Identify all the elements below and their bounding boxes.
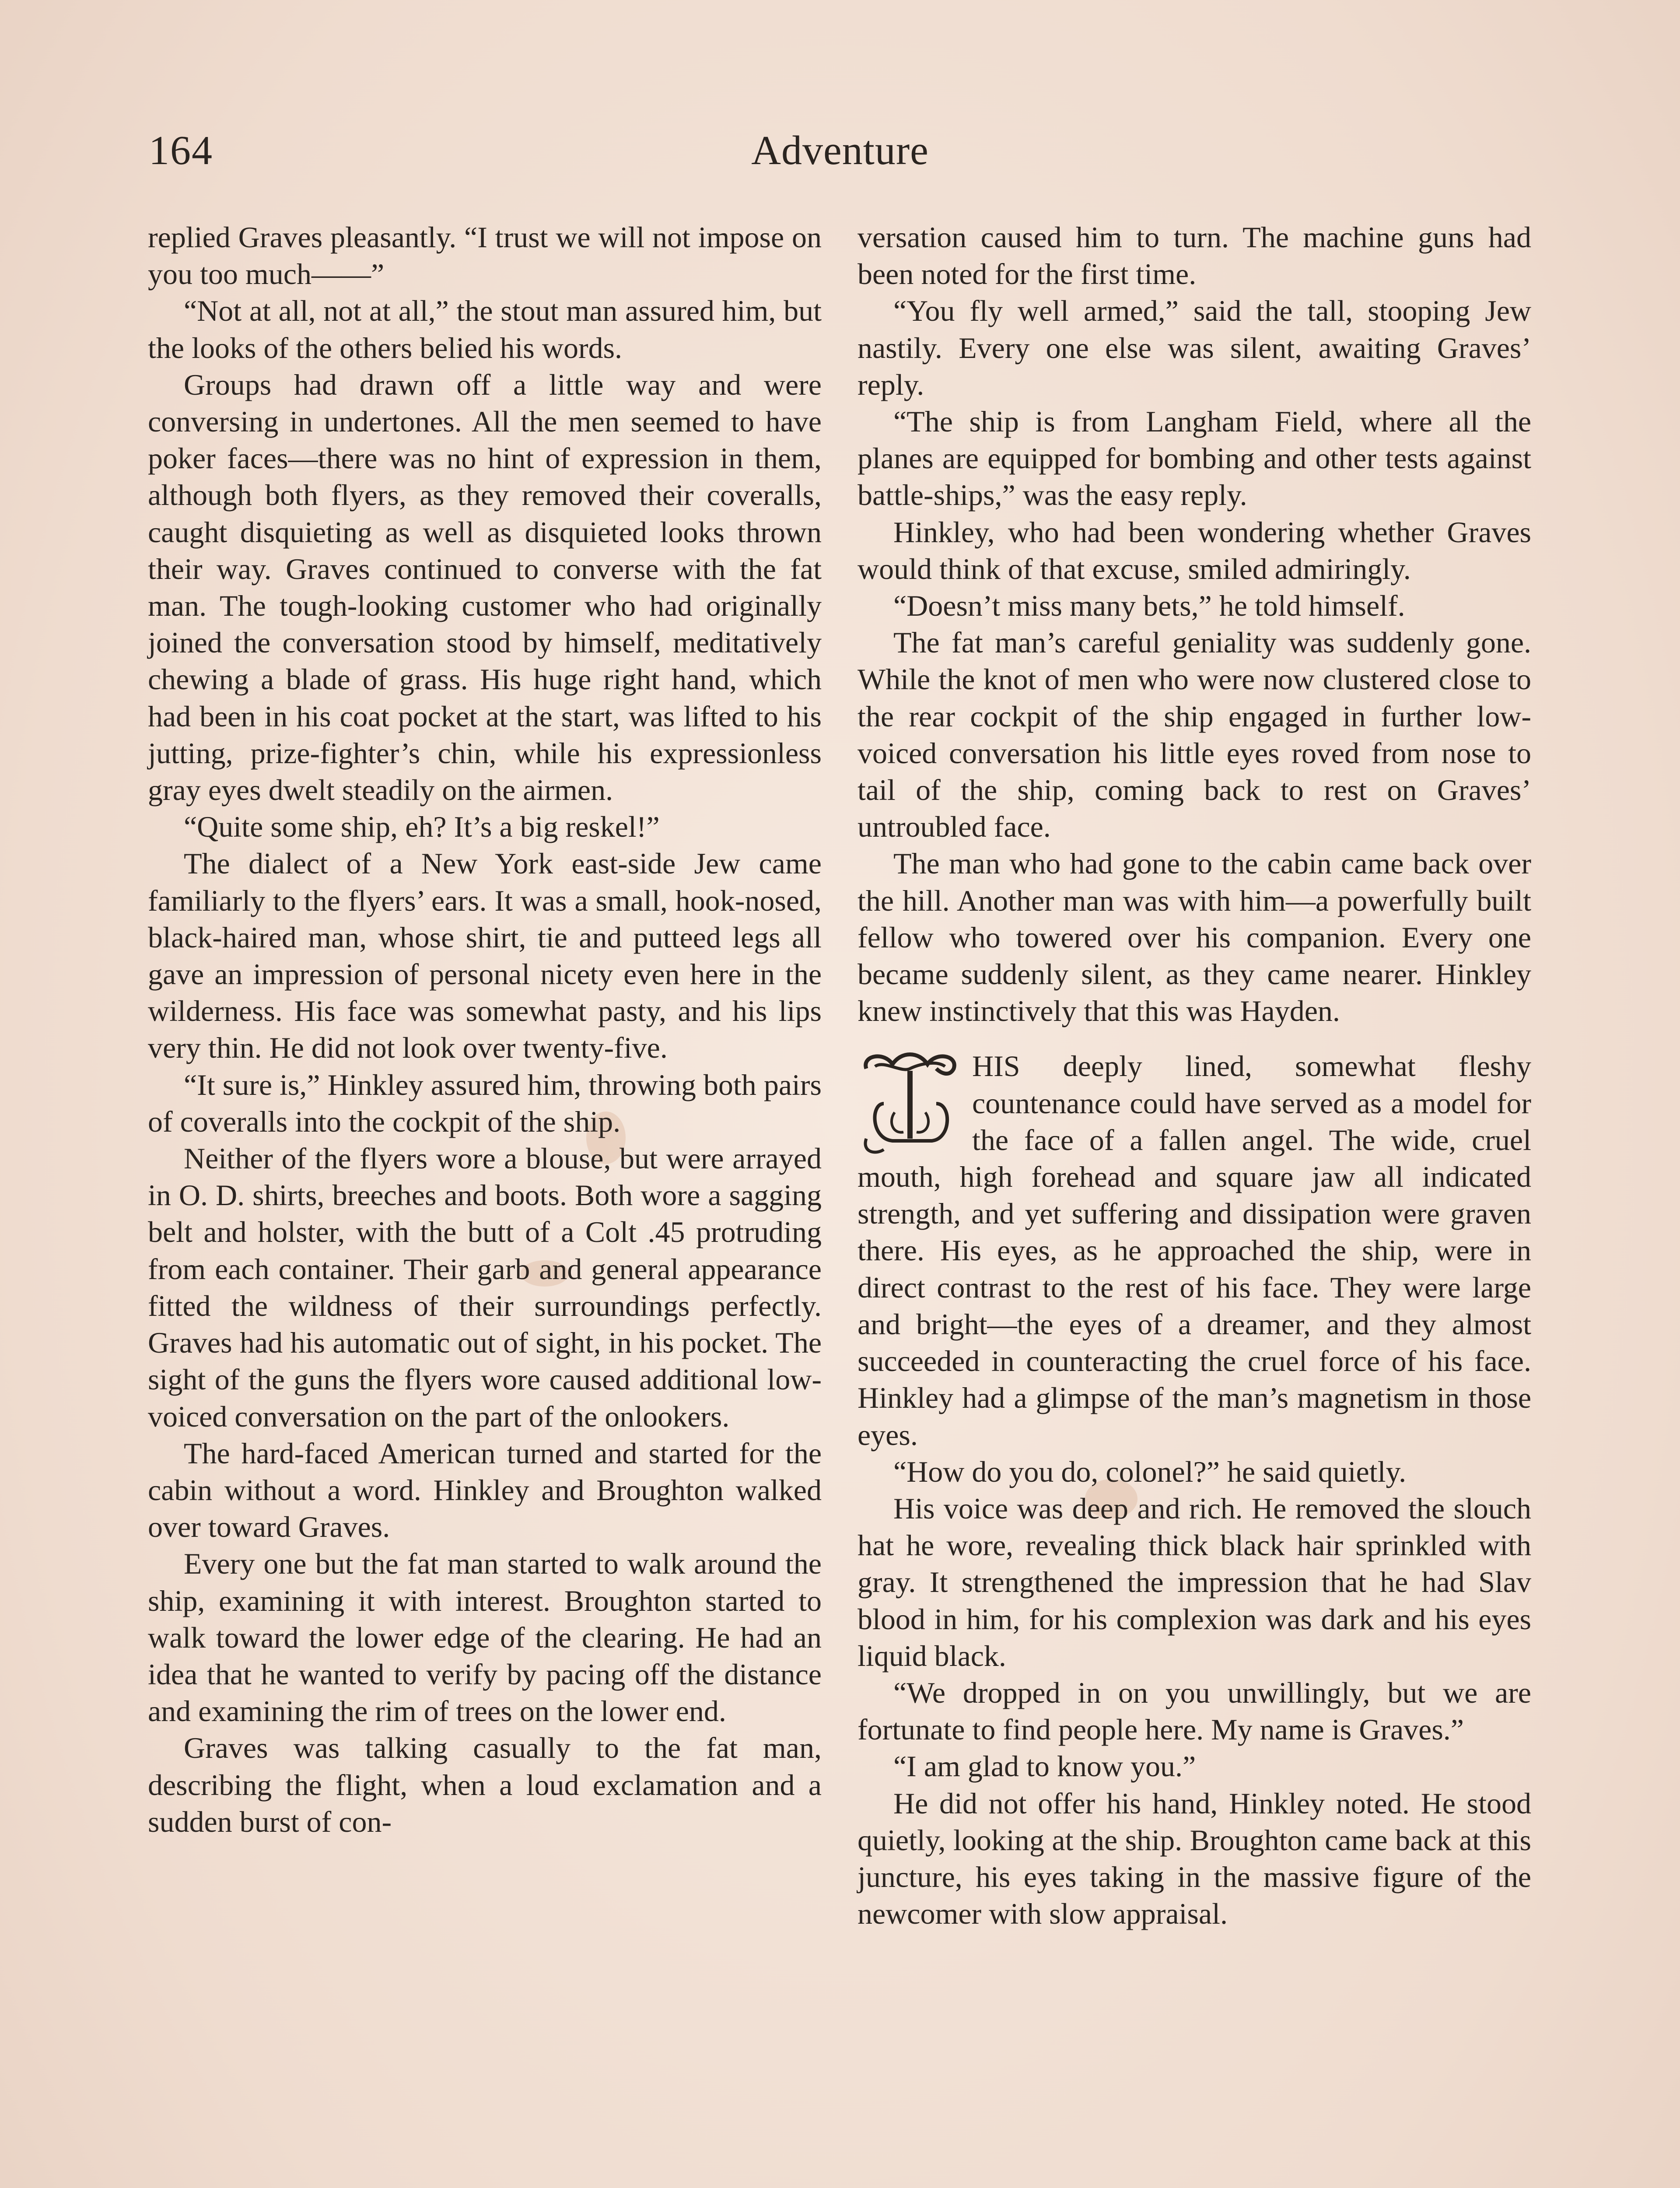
section-break: [858, 1029, 1531, 1048]
right-column-top: [858, 219, 1531, 1029]
paragraph: “We dropped in on you unwillingly, but we are fortunate to find people here. My name is Graves.”: [858, 1676, 1531, 1746]
paragraph: “How do you do, colonel?” he said quietly.: [893, 1455, 1407, 1488]
right-column: [858, 219, 1531, 1932]
paragraph: “Doesn’t miss many bets,” he told himself.: [893, 589, 1405, 623]
paragraph: “You fly well armed,” said the tall, stooping Jew nastily. Every one else was silent, awaiting Graves’ reply.: [858, 294, 1531, 401]
paragraph: Graves was talking casually to the fat man, describing the flight, when a loud exclamation and a sudden burst of con-: [148, 1731, 822, 1838]
paragraph: Neither of the flyers wore a blouse, but were arrayed in O. D. shirts, breeches and boots. Both wore a sagging belt and holster, with the butt of a Colt .45 protruding from each container. Their garb and general appearance fitted the wildness of their surroundings perfectly. Graves had his automatic out of sight, in his pocket. The sight of the guns the flyers wore caused additional low-voiced conversation on the part of the onlookers.: [148, 1142, 822, 1433]
paragraph: The hard-faced American turned and started for the cabin without a word. Hinkley and Broughton walked over toward Graves.: [148, 1436, 822, 1544]
section-two: [858, 1048, 1531, 1932]
paragraph: “Quite some ship, eh? It’s a big reskel!”: [184, 810, 660, 844]
paragraph: replied Graves pleasantly. “I trust we will not impose on you too much——”: [148, 221, 822, 291]
paragraph: He did not offer his hand, Hinkley noted. He stood quietly, looking at the ship. Broughton came back at this juncture, his eyes taking in the massive figure of the newcomer with slow appraisal.: [858, 1786, 1531, 1931]
paragraph: “Not at all, not at all,” the stout man assured him, but the looks of the others belied his words.: [148, 294, 822, 365]
right-column-bottom: [858, 1048, 1531, 1932]
decorative-dropcap-icon: [858, 1051, 962, 1156]
paragraph: HIS deeply lined, somewhat fleshy countenance could have served as a model for the face of a fallen angel. The wide, cruel mouth, high forehead and square jaw all indicated strength, and yet suffering and dissipation were graven there. His eyes, as he approached the ship, were in direct contrast to the rest of his face. They were large and bright—the eyes of a dreamer, and they almost succeeded in counteracting the cruel force of his face. Hinkley had a glimpse of the man’s magnetism in those eyes.: [858, 1049, 1531, 1452]
paragraph: “I am glad to know you.”: [893, 1750, 1196, 1783]
paragraph: Groups had drawn off a little way and were conversing in undertones. All the men seemed to have poker faces—there was no hint of expression in them, although both flyers, as they removed their coveralls, caught disquieting as well as disquieted looks thrown their way. Graves continued to converse with the fat man. The tough-looking customer who had originally joined the conversation stood by himself, meditatively chewing a blade of grass. His huge right hand, which had been in his coat pocket at the start, was lifted to his jutting, prize-fighter’s chin, while his expressionless gray eyes dwelt steadily on the airmen.: [148, 368, 822, 807]
left-column: [148, 219, 822, 1840]
paragraph: Hinkley, who had been wondering whether Graves would think of that excuse, smiled admiringly.: [858, 515, 1531, 586]
paragraph: The man who had gone to the cabin came back over the hill. Another man was with him—a powerfully built fellow who towered over his companion. Every one became suddenly silent, as they came nearer. Hinkley knew instinctively that this was Hayden.: [858, 847, 1531, 1028]
paragraph: “The ship is from Langham Field, where all the planes are equipped for bombing and other tests against battle-ships,” was the easy reply.: [858, 405, 1531, 512]
paragraph: versation caused him to turn. The machine guns had been noted for the first time.: [858, 221, 1531, 291]
page-header: [149, 127, 1531, 184]
paragraph: The fat man’s careful geniality was suddenly gone. While the knot of men who were now clustered close to the rear cockpit of the ship engaged in further low-voiced conversation his little eyes roved from nose to tail of the ship, coming back to rest on Graves’ untroubled face.: [858, 626, 1531, 844]
paragraph: “It sure is,” Hinkley assured him, throwing both pairs of coveralls into the cockpit of the ship.: [148, 1068, 822, 1138]
paragraph: His voice was deep and rich. He removed the slouch hat he wore, revealing thick black hair sprinkled with gray. It strengthened the impression that he had Slav blood in him, for his complexion was dark and his eyes liquid black.: [858, 1491, 1531, 1673]
paragraph: Every one but the fat man started to walk around the ship, examining it with interest. Broughton started to walk toward the lower edge of the clearing. He had an idea that he wanted to verify by pacing off the distance and examining the rim of trees on the lower end.: [148, 1547, 822, 1728]
magazine-title: Adventure: [751, 128, 929, 173]
page-number: 164: [149, 128, 213, 173]
paragraph: The dialect of a New York east-side Jew came familiarly to the flyers’ ears. It was a small, hook-nosed, black-haired man, whose shirt, tie and putteed legs all gave an impression of personal nicety even here in the wilderness. His face was somewhat pasty, and his lips very thin. He did not look over twenty-five.: [148, 847, 822, 1065]
